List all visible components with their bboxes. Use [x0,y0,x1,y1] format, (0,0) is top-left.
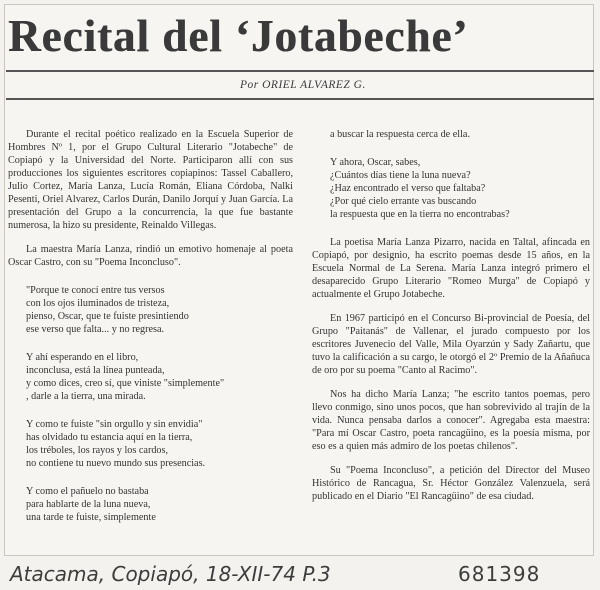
paragraph: Nos ha dicho María Lanza; "he escrito tantos poemas, pero llevo conmigo, sino unos pocos, que han sobrevivido al trajín de la vida. Nunca pensaba darlos a conocer". Agregaba esta maestra: "Para mí Oscar Castro, poeta rancagüino, es la poesía misma, por eso es a quien más admiro de los poetas chilenos". [312,389,590,452]
block-gap [8,269,293,284]
verse-stanza [8,284,293,336]
handwritten-source-note: Atacama, Copiapó, 18-XII-74 P.3 [10,562,331,586]
paragraph: En 1967 participó en el Concurso Bi-provincial de Poesía, del Grupo "Paitanás" de Vallenar, el jurado compuesto por los escritores Juvenecio del Valle, Mila Oyarzún y Sady Zañartu, que tuvo la calificación a su cargo, le otorgó el 2º Premio de la Añañuca de oro por su poema "Canto al Racimo". [312,313,590,376]
block-gap [312,141,590,156]
paragraph: La maestra María Lanza, rindió un emotivo homenaje al poeta Oscar Castro, con su "Poema Inconcluso". [8,244,293,268]
verse-line: a buscar la respuesta cerca de ella. [330,129,470,140]
verse-line: y como dices, creo sí, que viniste "simplemente" [26,378,225,389]
byline-rule [6,98,594,100]
archive-annotation [10,562,595,588]
verse-stanza [8,351,293,403]
verse-stanza [312,156,590,221]
verse-line: ese verso que falta... y no regresa. [26,324,165,335]
verse-line: Y ahora, Oscar, sabes, [330,157,421,168]
verse-line: Y como el pañuelo no bastaba [26,486,149,497]
left-column [8,128,293,524]
block-gap [8,470,293,485]
verse-line: los tréboles, los rayos y los cardos, [26,445,169,456]
verse-line: "Porque te conocí entre tus versos [26,285,165,296]
paragraph: Su "Poema Inconcluso", a petición del Director del Museo Histórico de Rancagua, Sr. Héctor González Valenzuela, será publicado en el Diario "El Rancagüino" de esa ciudad. [312,465,590,502]
block-gap [312,377,590,388]
catalog-number: 681398 [458,562,541,586]
verse-line: una tarde te fuiste, simplemente [26,512,156,523]
article-title: Recital del ‘Jotabeche’ [8,11,469,61]
verse-line: inconclusa, está la línea punteada, [26,365,165,376]
verse-line: , darle a la tierra, una mirada. [26,391,146,402]
block-gap [312,301,590,312]
verse-line: no contiene tu nuevo mundo sus presencias. [26,458,206,469]
paragraph: Durante el recital poético realizado en la Escuela Superior de Hombres Nº 1, por el Grupo Cultural Literario "Jotabeche" de Copiapó y la Universidad del Norte. Participaron allí con sus producciones los siguientes escritores copiapinos: Tassel Caballero, Julio Cortez, María Lanza, Lucía Román, Eliana Córdoba, Nalki Pesenti, Oriel Alvarez, Carlos Durán, Danilo Jorquí y Juan García. La presentación del Grupo a la concurrencia, la que fue bastante numerosa, la hizo su presidente, Reinaldo Villegas. [8,129,293,231]
verse-line: para hablarte de la luna nueva, [26,499,151,510]
verse-line: ¿Cuántos días tiene la luna nueva? [330,170,471,181]
verse-line: con los ojos iluminados de tristeza, [26,298,170,309]
verse-line: Y como te fuiste "sin orgullo y sin envidia" [26,419,203,430]
verse-stanza [312,128,590,141]
verse-line: Y ahí esperando en el libro, [26,352,139,363]
byline: Por ORIEL ALVAREZ G. [240,79,366,91]
right-column [312,128,590,503]
verse-line: ¿Por qué cielo errante vas buscando [330,196,477,207]
title-rule [6,70,594,72]
block-gap [8,232,293,243]
block-gap [8,336,293,351]
verse-line: has olvidado tu estancia aquí en la tierra, [26,432,193,443]
verse-stanza [8,418,293,470]
verse-line: la respuesta que en la tierra no encontrabas? [330,209,510,220]
verse-stanza [8,485,293,524]
paragraph: La poetisa María Lanza Pizarro, nacida en Taltal, afincada en Copiapó, por designio, ha escrito poemas desde 15 años, en la Escuela Normal de La Serena. María Lanza integró primero el desaparecido Grupo Literario "Romeo Murga" de Copiapó y actualmente el Grupo Jotabeche. [312,237,590,300]
verse-line: ¿Haz encontrado el verso que faltaba? [330,183,486,194]
verse-line: pienso, Oscar, que te fuiste presintiendo [26,311,189,322]
block-gap [8,403,293,418]
block-gap [312,221,590,236]
block-gap [312,453,590,464]
